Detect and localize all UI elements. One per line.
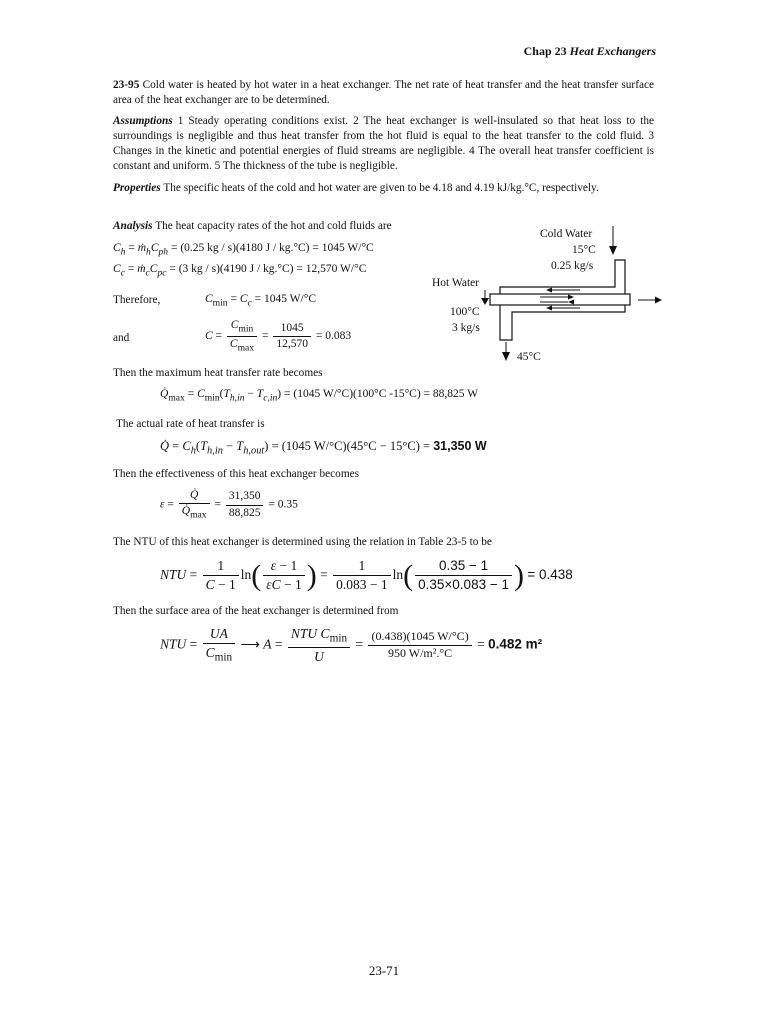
problem-number: 23-95 xyxy=(113,79,140,91)
hot-inlet-arrowhead xyxy=(481,298,489,305)
actual-intro: The actual rate of heat transfer is xyxy=(116,418,265,430)
cold-water-flow: 0.25 kg/s xyxy=(551,260,594,272)
equation-qmax: $Q̇_{max} = C_{min}(T_{h,in} - T_{c,in}) = (1045$ W/°C)(100°C -15°C) = 88,825 W xyxy=(160,388,479,404)
cold-water-temp: 15°C xyxy=(572,244,596,256)
problem-text: Cold water is heated by hot water in a heat exchanger. The net rate of heat transfer and the heat transfer surface area of the heat exchanger are to be determined. xyxy=(113,79,654,106)
hot-water-temp: 100°C xyxy=(450,306,480,318)
page-number: 23-71 xyxy=(368,963,400,978)
inner-tube xyxy=(490,294,630,305)
ratio-denominator: 12,570 xyxy=(276,337,308,350)
effectiveness-value: = 0.35 xyxy=(268,498,298,511)
equation-area: NTU = $\frac{UA}{C_{min}}$ ⟶ A = $\frac{NTU C_{min}}{U}$ = $\frac{(0.438)(1045 W/^\circ C)}{\text{950 W/m².°C}}$ = 0.482 m² xyxy=(160,626,543,664)
area-denominator: 950 W/m².°C xyxy=(387,645,453,660)
ntu-value: = 0.438 xyxy=(527,566,573,582)
therefore-label: Therefore, xyxy=(113,294,161,306)
ratio-numerator: 1045 xyxy=(273,321,311,337)
area-intro: Then the surface area of the heat exchanger is determined from xyxy=(113,605,399,617)
equation-ch-rhs: = (0.25 kg / s)(4180 J / kg.°C) = 1045 W/°C xyxy=(170,242,374,254)
qmax-intro: Then the maximum heat transfer rate becomes xyxy=(113,367,323,379)
analysis-intro-text: The heat capacity rates of the hot and cold fluids are xyxy=(155,220,392,232)
equation-ch: $C_h$ = $ṁ_hC_{ph} = (0.25$ kg / s)(4180 J / kg.°C) = 1045 W/°C xyxy=(113,242,374,258)
effectiveness-intro: Then the effectiveness of this heat exchanger becomes xyxy=(113,468,360,480)
assumptions-text: 1 Steady operating conditions exist. 2 The heat exchanger is well-insulated so that heat loss to the surroundings is negligible and thus heat transfer from the hot fluid is equal to the heat transfer to the cold fluid. 3 Changes in the kinetic and potential energies of fluid streams are negligible. 4 The overall heat transfer coefficient is constant and uniform. 5 The thickness of the tube is negligible. xyxy=(113,115,654,172)
equation-cc: $C_c$ = $ṁ_cC_{pc} = (3$ kg / s)(4190 J / kg.°C) = 12,570 W/°C xyxy=(113,263,367,279)
cold-outlet-arrowhead xyxy=(502,352,510,361)
cold-water-label: Cold Water xyxy=(540,228,593,240)
ntu-numerator-2: 0.35 − 1 xyxy=(415,557,512,576)
hot-water-flow: 3 kg/s xyxy=(452,322,480,334)
ntu-denominator-1: 0.083 − 1 xyxy=(336,577,388,593)
hot-outlet-arrowhead xyxy=(655,297,662,304)
cold-inlet-arrowhead xyxy=(609,246,617,255)
properties-paragraph xyxy=(113,181,654,196)
equation-q-actual: Q̇ = $C_h(T_{h,in} - T_{h,out}) = (1045$ W/°C)(45°C − 15°C) = 31,350 W xyxy=(160,439,487,457)
ntu-intro: The NTU of this heat exchanger is determined using the relation in Table 23-5 to be xyxy=(113,536,492,548)
equation-qmax-rhs: = (1045 W/°C)(100°C -15°C) = 88,825 W xyxy=(284,388,479,400)
problem-statement xyxy=(113,78,654,108)
effectiveness-denominator: 88,825 xyxy=(228,506,261,519)
area-numerator: (0.438)(1045 W/°C) xyxy=(368,629,471,646)
analysis-label: Analysis xyxy=(113,220,153,232)
equation-capacity-ratio: C = $\frac{C_{min}}{C_{max}}$ = $\frac{1045}{12,570}$ = 0.083 xyxy=(205,319,352,354)
equation-cc-rhs: = (3 kg / s)(4190 J / kg.°C) = 12,570 W/°C xyxy=(169,263,367,275)
properties-label: Properties xyxy=(113,182,161,194)
chapter-title: Heat Exchangers xyxy=(569,44,656,58)
analysis-intro xyxy=(113,219,392,234)
assumptions-label: Assumptions xyxy=(113,115,173,127)
effectiveness-numerator: 31,350 xyxy=(226,489,264,505)
heat-exchanger-diagram xyxy=(420,220,670,370)
equation-cmin: $C_{min} = C_c = 1045$ W/°C xyxy=(205,293,316,309)
ntu-denominator-2: 0.35×0.083 − 1 xyxy=(418,577,509,593)
chapter-label: Chap 23 xyxy=(523,44,567,58)
hot-water-label: Hot Water xyxy=(432,277,480,289)
equation-ntu: NTU = $\frac{1}{C - 1}$ ln( $\frac{\varepsilon - 1}{\varepsilon C - 1}$ ) = $\frac{1}{0.083 - 1}$ ln( $\frac{0.35 - 1}{0.35\times 0.083 - 1}$ ) = 0.438 xyxy=(160,558,573,593)
page-header xyxy=(524,44,656,60)
equation-cmin-rhs: = 1045 W/°C xyxy=(254,293,316,305)
outlet-temp: 45°C xyxy=(517,351,541,363)
q-result: 31,350 W xyxy=(433,439,487,453)
assumptions-paragraph xyxy=(113,114,654,174)
equation-effectiveness: ε = $\frac{Q̇}{Q̇_{max}}$ = $\frac{31,350}{88,825}$ = 0.35 xyxy=(160,489,298,521)
equation-q-rhs: = (1045 W/°C)(45°C − 15°C) = xyxy=(271,439,431,453)
properties-text: The specific heats of the cold and hot water are given to be 4.18 and 4.19 kJ/kg.°C, respectively. xyxy=(163,182,599,194)
and-label: and xyxy=(113,332,130,344)
area-result: 0.482 m² xyxy=(488,636,543,652)
ratio-value: = 0.083 xyxy=(315,330,352,343)
